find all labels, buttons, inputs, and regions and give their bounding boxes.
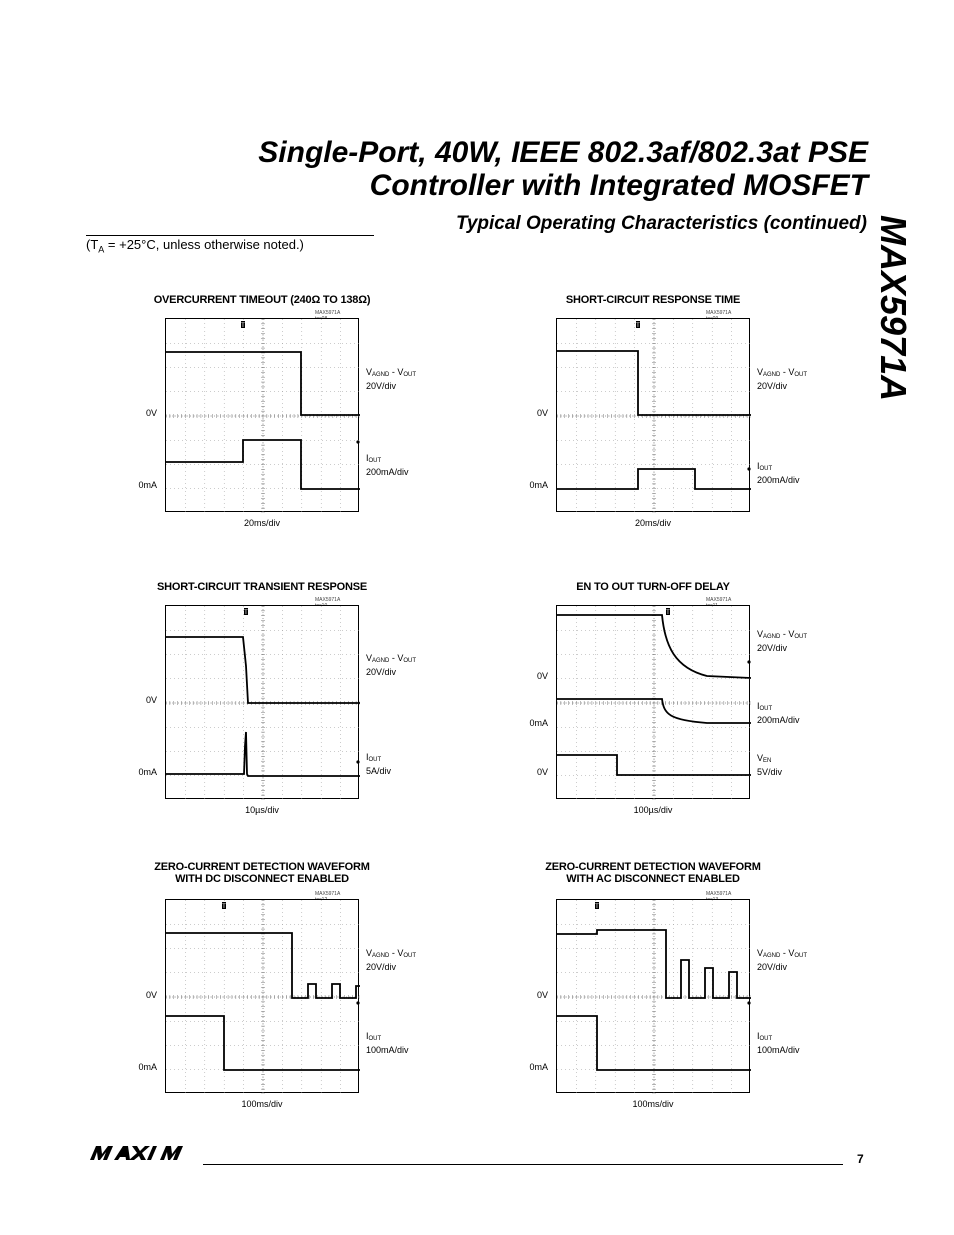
time-per-div-label: 20ms/div [634, 518, 671, 528]
channel-marker [747, 467, 750, 470]
ref-level-label: 0mA [138, 1062, 157, 1072]
page-number: 7 [857, 1152, 864, 1166]
time-per-div-label: 20ms/div [243, 518, 280, 528]
ref-level-label: 0mA [138, 767, 157, 777]
channel-3-label: $V_{EN}$ 5V/div [757, 753, 783, 777]
maxim-logo [88, 1145, 200, 1166]
ref-level-label: 0V [145, 990, 157, 1000]
ref-level-label: 0mA [529, 1062, 548, 1072]
scope-screen [556, 899, 750, 1093]
chart-title-line-1: EN TO OUT TURN-OFF DELAY [576, 581, 730, 593]
ref-level-label: 0V [145, 695, 157, 705]
conditions-note: ($T_A = +25^\circ C$, unless otherwise noted.) [86, 237, 304, 255]
channel-2-label: $I_{OUT}$ 200mA/div [757, 701, 800, 725]
scope-screen [556, 318, 750, 512]
scope-screen [556, 605, 750, 799]
ref-level-label: 0mA [138, 480, 157, 490]
chart-title-line-1: ZERO-CURRENT DETECTION WAVEFORM [545, 861, 761, 873]
time-per-div-label: 100ms/div [241, 1099, 283, 1109]
scope-plot [166, 900, 360, 1094]
svg-text:T: T [636, 323, 640, 329]
section-title: Typical Operating Characteristics (continued) [455, 213, 867, 234]
time-per-div-label: 100ms/div [632, 1099, 674, 1109]
channel-marker [356, 760, 359, 763]
chart-title [145, 861, 379, 885]
chart-title-line-2: WITH AC DISCONNECT ENABLED [566, 873, 740, 885]
title-line-1: Single-Port, 40W, IEEE 802.3af/802.3at PSE [258, 136, 868, 169]
ref-level-label: 0mA [529, 718, 548, 728]
page-title [258, 136, 868, 202]
scope-plot [166, 319, 360, 513]
channel-marker [747, 660, 750, 663]
channel-1-label: $V_{AGND} - V_{OUT}$ 20V/div [366, 653, 417, 677]
svg-text:T: T [241, 323, 245, 329]
channel-1-label: $V_{AGND} - V_{OUT}$ 20V/div [757, 948, 808, 972]
channel-marker [356, 1001, 359, 1004]
chart-title-line-1: ZERO-CURRENT DETECTION WAVEFORM [154, 861, 370, 873]
scope-plot [557, 606, 751, 800]
chart-title [536, 581, 770, 593]
chart-id: MAX5971A [706, 891, 732, 897]
scope-plot [557, 900, 751, 1094]
chart-id: MAX5971A [706, 597, 732, 603]
chart-title [145, 581, 379, 593]
channel-2-label: $I_{OUT}$ 100mA/div [366, 1031, 409, 1055]
time-per-div-label: 10µs/div [245, 805, 279, 815]
svg-text:T: T [222, 904, 226, 910]
chart-title-line-2: WITH DC DISCONNECT ENABLED [175, 873, 349, 885]
trigger-marker [241, 321, 245, 329]
channel-1-label: $V_{AGND} - V_{OUT}$ 20V/div [757, 629, 808, 653]
ref-level-label: 0V [536, 990, 548, 1000]
chart-title-line-1: SHORT-CIRCUIT RESPONSE TIME [565, 294, 741, 306]
channel-2-label: $I_{OUT}$ 100mA/div [757, 1031, 800, 1055]
chart-id: MAX5971A [315, 310, 341, 316]
svg-text:T: T [244, 610, 248, 616]
channel-1-label: $V_{AGND} - V_{OUT}$ 20V/div [757, 367, 808, 391]
section-rule [86, 235, 374, 236]
chart-title [536, 861, 770, 885]
ref-level-label: 0mA [529, 480, 548, 490]
chart-title-line-1: OVERCURRENT TIMEOUT (240Ω TO 138Ω) [153, 294, 371, 306]
trigger-marker [222, 902, 226, 910]
ref-level-label: 0V [536, 671, 548, 681]
chart-id: MAX5971A [315, 597, 341, 603]
chart-title [145, 294, 379, 306]
time-per-div-label: 100µs/div [633, 805, 673, 815]
trigger-marker [666, 608, 670, 616]
scope-screen [165, 318, 359, 512]
scope-screen [165, 899, 359, 1093]
chart-title-line-1: SHORT-CIRCUIT TRANSIENT RESPONSE [157, 581, 367, 593]
channel-2-label: $I_{OUT}$ 200mA/div [757, 461, 800, 485]
ref-level-label: 0V [536, 408, 548, 418]
chart-id: MAX5971A [315, 891, 341, 897]
svg-text:T: T [666, 610, 670, 616]
scope-plot [557, 319, 751, 513]
channel-marker [747, 1001, 750, 1004]
ref-level-label: 0V [536, 767, 548, 777]
channel-2-label: $I_{OUT}$ 5A/div [366, 752, 392, 776]
trigger-marker [244, 608, 248, 616]
footer-rule [203, 1164, 843, 1165]
chart-title [536, 294, 770, 306]
trigger-marker [636, 321, 640, 329]
scope-screen [165, 605, 359, 799]
channel-1-label: $V_{AGND} - V_{OUT}$ 20V/div [366, 948, 417, 972]
maxim-logo-mark [88, 1145, 200, 1161]
channel-2-label: $I_{OUT}$ 200mA/div [366, 453, 409, 477]
scope-plot [166, 606, 360, 800]
svg-text:T: T [595, 904, 599, 910]
chart-id: MAX5971A [706, 310, 732, 316]
part-number: MAX5971A [873, 215, 914, 402]
trigger-marker [595, 902, 599, 910]
title-line-2: Controller with Integrated MOSFET [369, 169, 868, 202]
channel-1-label: $V_{AGND} - V_{OUT}$ 20V/div [366, 367, 417, 391]
part-number-side [872, 215, 914, 402]
ref-level-label: 0V [145, 408, 157, 418]
channel-marker [356, 440, 359, 443]
